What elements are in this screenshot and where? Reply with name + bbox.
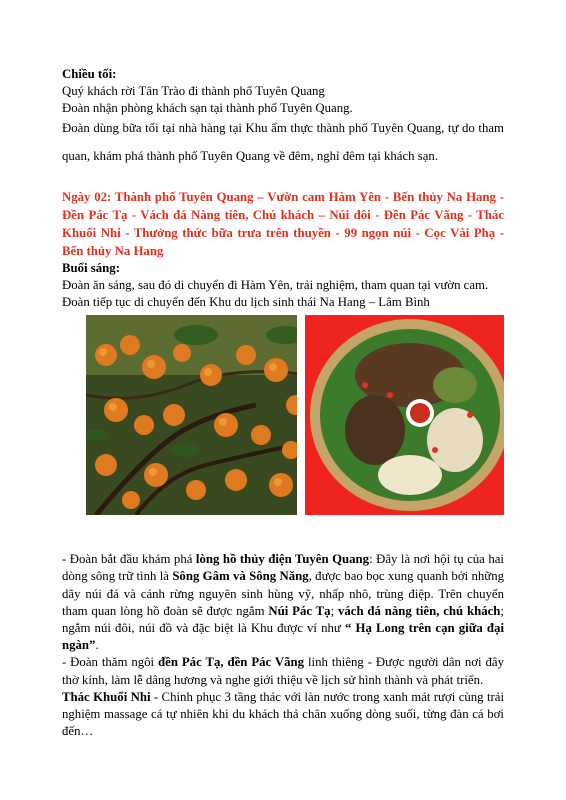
para2-text-2: linh thiêng - Được người dân nơi đây thờ kính, làm lễ dâng hương và nghe giới thiệu về lịch sử hình thành và phát triển.	[62, 655, 504, 687]
para1-bold-1: lòng hồ thủy điện Tuyên Quang	[195, 552, 370, 567]
orange-orchard-image	[86, 315, 297, 515]
para1-text-2: : Đây là nơi hội tụ của hai dòng sông trữ tình là	[62, 552, 504, 584]
evening-line-3: Đoàn dùng bữa tối tại nhà hàng tại Khu ẩm thực thành phố Tuyên Quang, tự do tham quan, khám phá thành phố Tuyên Quang về đêm, nghỉ đêm tại khách sạn.	[62, 120, 504, 163]
paragraph-waterfall	[62, 689, 504, 741]
paragraph-temple-visit	[62, 654, 504, 688]
para1-text-1: - Đoàn bắt đầu khám phá	[62, 552, 196, 567]
evening-line-1: Quý khách rời Tân Trào đi thành phố Tuyên Quang	[62, 84, 325, 99]
para1-bold-2: Sông Gâm và Sông Năng	[172, 569, 309, 584]
morning-line-2: Đoàn tiếp tục di chuyển đến Khu du lịch sinh thái Na Hang – Lâm Bình	[62, 295, 430, 310]
para3-text-1: - Chinh phục 3 tầng thác với làn nước trong xanh mát rượi cùng trải nghiệm massage cá tự nhiên khi du khách thả chân xuống dòng suối, từng đàn cá bơi đến…	[62, 689, 504, 739]
paragraph-lake-tour	[62, 551, 504, 654]
day2-description	[62, 551, 504, 740]
para1-bold-5: “ Hạ Long trên cạn giữa đại ngàn”	[62, 621, 504, 653]
para2-text-1: - Đoàn thăm ngôi	[62, 655, 159, 670]
para1-text-3: , được bao bọc xung quanh bởi những dãy núi đá và cánh rừng nguyên sinh hùng vỹ, nhấp nhô, trùng điệp. Trên chuyến tham quan lòng hồ đoàn sẽ được ngắm	[62, 569, 504, 618]
food-platter-photo	[305, 315, 504, 515]
morning-heading: Buổi sáng:	[62, 260, 120, 275]
photo-row	[86, 315, 504, 515]
day2-title: Ngày 02: Thành phố Tuyên Quang – Vườn cam Hàm Yên - Bến thủy Na Hang - Đền Pác Tạ - Vách đá Nàng tiên, Chú khách – Núi đôi - Đền Pác Vãng - Thác Khuổi Nhi - Thưởng thức bữa trưa trên thuyền - 99 ngọn núi - Cọc Vài Phạ - Bến thủy Na Hang	[62, 189, 504, 258]
food-platter-image	[305, 315, 504, 515]
para1-text-4: ;	[330, 603, 338, 618]
para1-bold-4: vách đá nàng tiên, chú khách	[337, 603, 501, 618]
evening-line-2: Đoàn nhận phòng khách sạn tại thành phố Tuyên Quang.	[62, 101, 353, 116]
morning-line-1: Đoàn ăn sáng, sau đó di chuyển đi Hàm Yên, trải nghiệm, tham quan tại vườn cam.	[62, 277, 489, 292]
para1-text-5: ; ngắm núi đôi, núi đồ và đặc biệt là Khu được ví như	[62, 603, 504, 636]
para1-text-6: .	[95, 638, 99, 653]
document-page	[62, 66, 504, 740]
para3-bold-1: Thác Khuổi Nhi	[62, 689, 151, 704]
evening-heading: Chiều tối:	[62, 67, 117, 81]
para2-bold-1: đền Pác Tạ, đền Pác Vãng	[158, 655, 305, 670]
para1-bold-3: Núi Pác Tạ	[268, 603, 331, 618]
orange-orchard-photo	[86, 315, 297, 515]
